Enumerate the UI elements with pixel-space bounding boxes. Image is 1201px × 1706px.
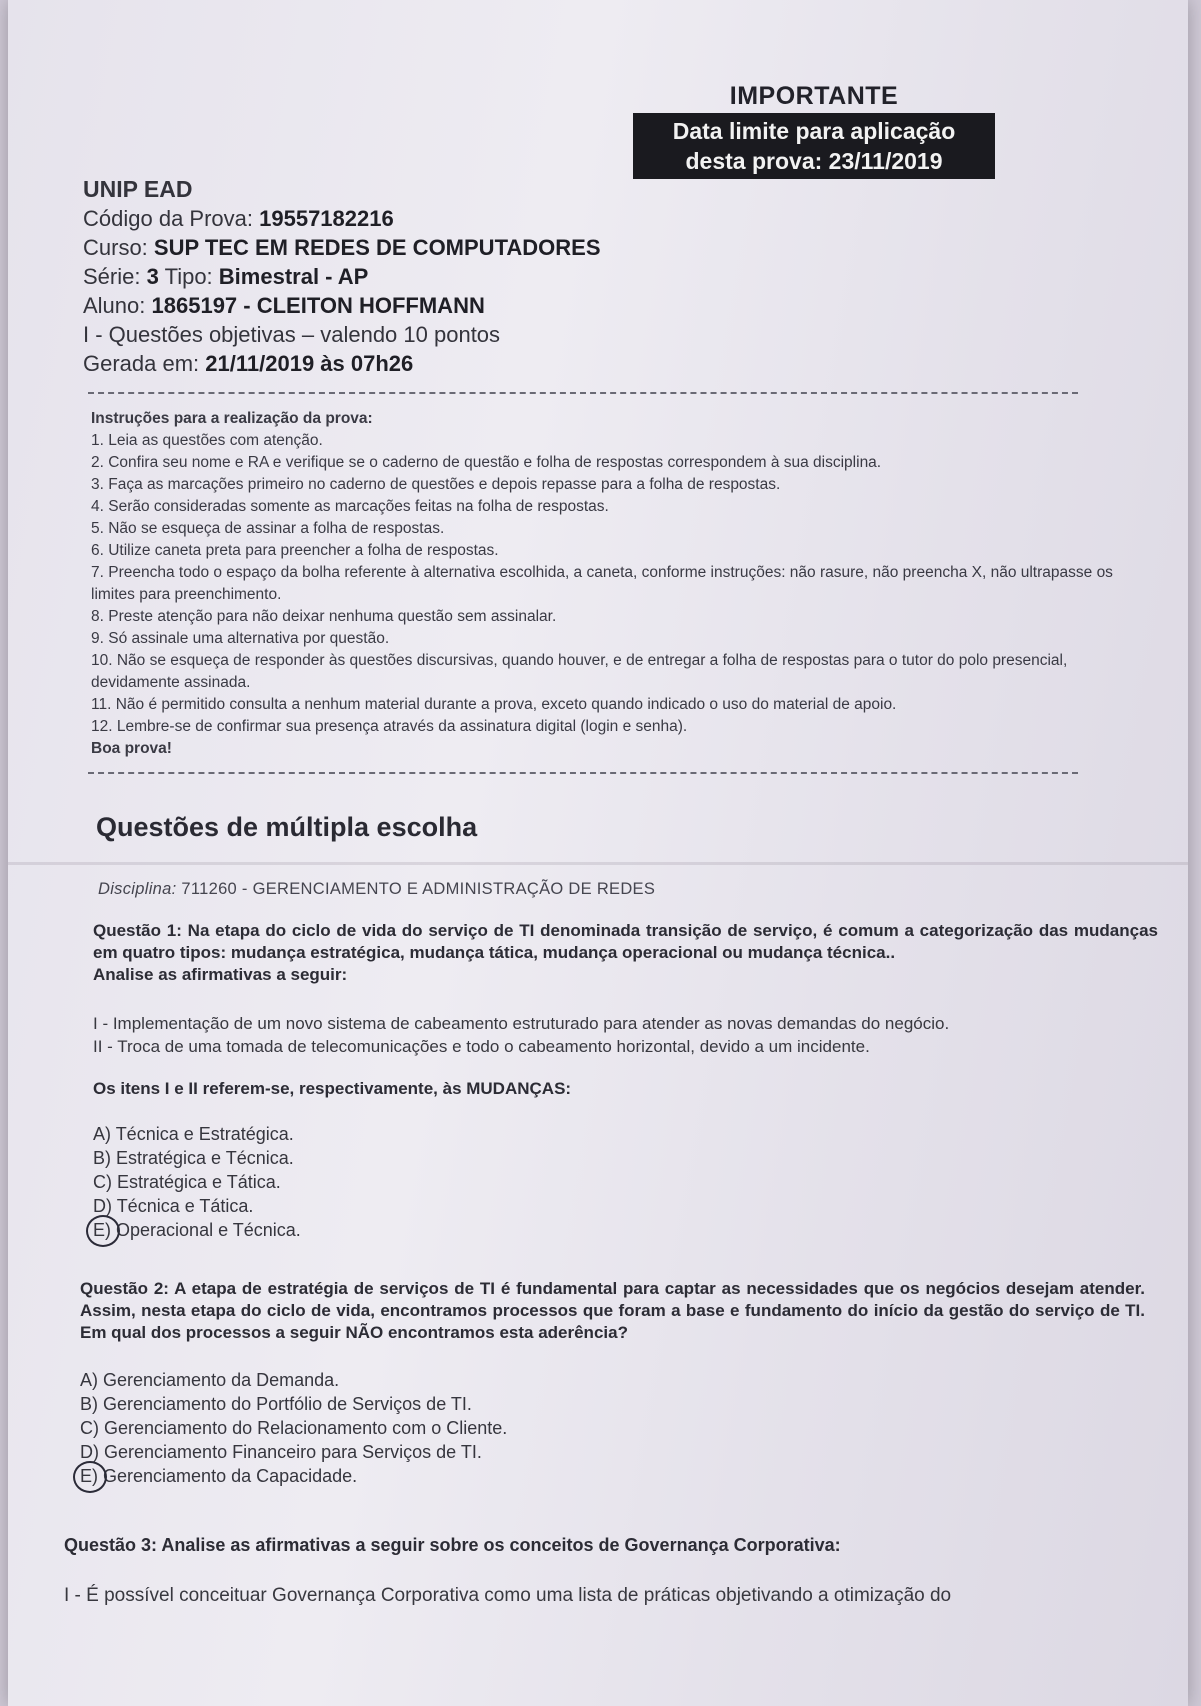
instruction-item: 12. Lembre-se de confirmar sua presença através da assinatura digital (login e senha). <box>91 718 688 735</box>
option-b[interactable]: B) Estratégica e Técnica. <box>93 1148 294 1168</box>
instructions-title: Instruções para a realização da prova: <box>91 410 373 427</box>
instruction-item: 11. Não é permitido consulta a nenhum material durante a prova, exceto quando indicado o uso do material de apoio. <box>91 696 897 713</box>
deadline-line-2: desta prova: 23/11/2019 <box>685 148 943 174</box>
question-2-options <box>80 1368 1145 1488</box>
question-1-prompt: Analise as afirmativas a seguir: <box>93 965 348 984</box>
exam-code-line: Código da Prova: 19557182216 <box>83 206 394 231</box>
exam-header <box>83 175 601 378</box>
option-d[interactable]: D) Gerenciamento Financeiro para Serviços de TI. <box>80 1442 482 1462</box>
instruction-item: 7. Preencha todo o espaço da bolha referente à alternativa escolhida, a caneta, conforme instruções: não rasure, não preencha X, não ultrapasse os limites para preenchimento. <box>91 564 1113 603</box>
question-1 <box>93 920 1158 1242</box>
generated-line: Gerada em: 21/11/2019 às 07h26 <box>83 351 414 376</box>
important-notice <box>633 82 995 179</box>
discipline-label: Disciplina: <box>98 880 177 898</box>
instruction-item: 1. Leia as questões com atenção. <box>91 432 323 449</box>
option-d[interactable]: D) Técnica e Tática. <box>93 1196 254 1216</box>
option-c[interactable]: C) Estratégica e Tática. <box>93 1172 281 1192</box>
deadline-box <box>633 113 995 179</box>
option-a[interactable]: A) Gerenciamento da Demanda. <box>80 1370 340 1390</box>
question-1-options <box>93 1122 1158 1242</box>
handwritten-circle-mark: E) <box>80 1466 98 1486</box>
instruction-item: 8. Preste atenção para não deixar nenhuma questão sem assinalar. <box>91 608 557 625</box>
instruction-item: 5. Não se esqueça de assinar a folha de respostas. <box>91 520 445 537</box>
paper-fold <box>8 862 1188 865</box>
instructions-closing: Boa prova! <box>91 740 172 757</box>
instruction-item: 9. Só assinale uma alternativa por questão. <box>91 630 390 647</box>
discipline-line <box>98 880 655 899</box>
section-title: Questões de múltipla escolha <box>96 812 478 842</box>
series-line: Série: 3 Tipo: Bimestral - AP <box>83 264 369 289</box>
instruction-item: 6. Utilize caneta preta para preencher a folha de respostas. <box>91 542 499 559</box>
instruction-item: 3. Faça as marcações primeiro no caderno de questões e depois repasse para a folha de respostas. <box>91 476 781 493</box>
option-e-selected[interactable]: E) Gerenciamento da Capacidade. <box>80 1466 358 1486</box>
question-1-stem: Questão 1: Na etapa do ciclo de vida do serviço de TI denominada transição de serviço, é comum a categorização das mudanças em quatro tipos: mudança estratégica, mudança tática, mudança operacional ou mudança técnica.. <box>93 921 1158 962</box>
question-1-statement-1: I - Implementação de um novo sistema de cabeamento estruturado para atender as novas demandas do negócio. <box>93 1014 950 1033</box>
handwritten-circle-mark: E) <box>93 1220 111 1240</box>
instructions-block <box>91 408 1136 760</box>
option-b[interactable]: B) Gerenciamento do Portfólio de Serviços de TI. <box>80 1394 472 1414</box>
question-3-statement-1: I - É possível conceituar Governança Corporativa como uma lista de práticas objetivando a otimização do <box>64 1585 952 1606</box>
exam-paper <box>8 0 1188 1706</box>
deadline-line-1: Data limite para aplicação <box>672 118 956 144</box>
divider-top <box>88 392 1078 394</box>
question-1-statement-2: II - Troca de uma tomada de telecomunicações e todo o cabeamento horizontal, devido a um incidente. <box>93 1037 870 1056</box>
student-line: Aluno: 1865197 - CLEITON HOFFMANN <box>83 293 485 318</box>
question-3 <box>64 1534 1129 1607</box>
section-line: I - Questões objetivas – valendo 10 pontos <box>83 322 501 347</box>
divider-bottom <box>88 772 1078 774</box>
question-2 <box>80 1278 1145 1488</box>
instruction-item: 10. Não se esqueça de responder às questões discursivas, quando houver, e de entregar a folha de respostas para o tutor do polo presencial, devidamente assinada. <box>91 652 1068 691</box>
instruction-item: 2. Confira seu nome e RA e verifique se o caderno de questão e folha de respostas correspondem à sua disciplina. <box>91 454 882 471</box>
option-e-selected[interactable]: E) Operacional e Técnica. <box>93 1220 301 1240</box>
discipline-value: 711260 - GERENCIAMENTO E ADMINISTRAÇÃO DE REDES <box>181 880 656 898</box>
option-c[interactable]: C) Gerenciamento do Relacionamento com o Cliente. <box>80 1418 508 1438</box>
important-title: IMPORTANTE <box>729 82 899 110</box>
instruction-item: 4. Serão consideradas somente as marcações feitas na folha de respostas. <box>91 498 609 515</box>
institution-name: UNIP EAD <box>83 176 193 202</box>
option-a[interactable]: A) Técnica e Estratégica. <box>93 1124 294 1144</box>
question-1-question: Os itens I e II referem-se, respectivamente, às MUDANÇAS: <box>93 1079 572 1098</box>
course-line: Curso: SUP TEC EM REDES DE COMPUTADORES <box>83 235 601 260</box>
question-2-stem: Questão 2: A etapa de estratégia de serviços de TI é fundamental para captar as necessidades que os negócios desejam atender. Assim, nesta etapa do ciclo de vida, encontramos processos que foram a base e fundamento do início da gestão do serviço de TI. Em qual dos processos a seguir NÃO encontramos esta aderência? <box>80 1279 1145 1342</box>
question-3-stem: Questão 3: Analise as afirmativas a seguir sobre os conceitos de Governança Corporativa: <box>64 1535 841 1555</box>
